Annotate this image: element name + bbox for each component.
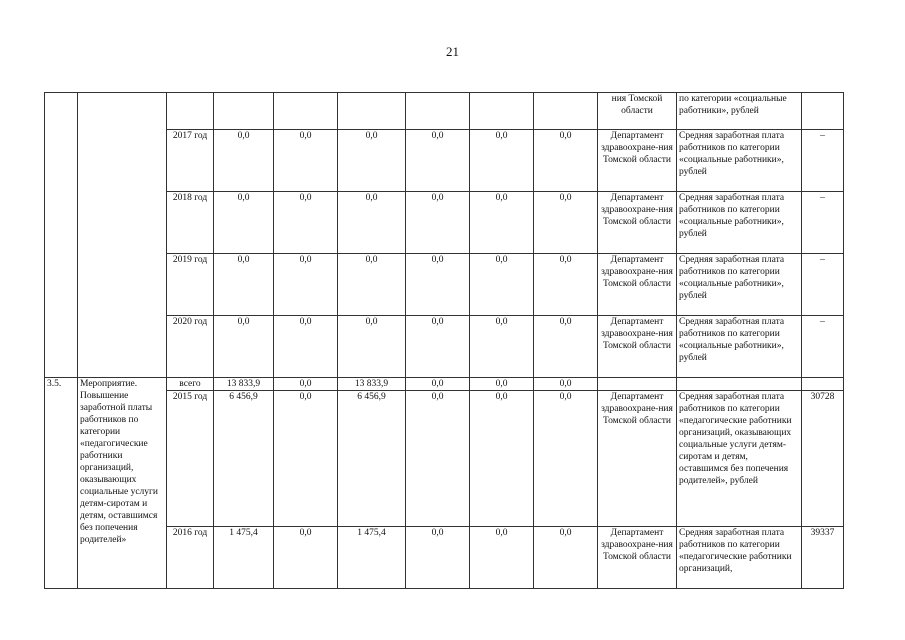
- value-cell: 0,0: [470, 391, 534, 527]
- value-cell: 0,0: [274, 254, 338, 316]
- target-cell: –: [802, 130, 844, 192]
- year-cell: 2018 год: [167, 192, 214, 254]
- value-cell: 0,0: [406, 192, 470, 254]
- value-cell: 0,0: [534, 192, 598, 254]
- value-cell: 0,0: [470, 254, 534, 316]
- target-cell: 30728: [802, 391, 844, 527]
- dept-cell: Департамент здравоохране-ния Томской области: [598, 130, 677, 192]
- budget-table: [44, 92, 844, 589]
- year-cell: 2016 год: [167, 527, 214, 589]
- empty-number-cell: [45, 93, 78, 378]
- dept-cell: Департамент здравоохране-ния Томской области: [598, 316, 677, 378]
- value-cell: 0,0: [214, 316, 274, 378]
- value-cell: 1 475,4: [338, 527, 406, 589]
- value-cell: 0,0: [338, 192, 406, 254]
- value-cell: 0,0: [406, 378, 470, 391]
- value-cell: 0,0: [406, 254, 470, 316]
- year-cell: 2019 год: [167, 254, 214, 316]
- value-cell: 0,0: [338, 316, 406, 378]
- table-row: [45, 93, 844, 130]
- value-cell: 0,0: [274, 192, 338, 254]
- target-cell: –: [802, 254, 844, 316]
- value-cell: 6 456,9: [338, 391, 406, 527]
- value-cell: 0,0: [274, 527, 338, 589]
- year-cell: 2020 год: [167, 316, 214, 378]
- dept-cell: Департамент здравоохране-ния Томской области: [598, 192, 677, 254]
- value-cell: 0,0: [214, 254, 274, 316]
- target-cell: 39337: [802, 527, 844, 589]
- value-cell: 0,0: [274, 130, 338, 192]
- measure-description: Мероприятие. Повышение заработной платы работников по категории «педагогические работники организаций, оказывающих социальные услуги детям-сиротам и детям, оставшимся без попечения родителей»: [78, 378, 167, 589]
- value-cell: 0,0: [470, 316, 534, 378]
- value-cell: 1 475,4: [214, 527, 274, 589]
- value-cell: 0,0: [470, 130, 534, 192]
- dept-cell: ния Томской области: [598, 93, 677, 130]
- value-cell: 0,0: [406, 130, 470, 192]
- value-cell: 13 833,9: [214, 378, 274, 391]
- empty-description-cell: [78, 93, 167, 378]
- value-cell: 0,0: [470, 192, 534, 254]
- year-cell: 2015 год: [167, 391, 214, 527]
- value-cell: 0,0: [274, 378, 338, 391]
- measure-number: 3.5.: [45, 378, 78, 589]
- dept-cell: Департамент здравоохране-ния Томской области: [598, 254, 677, 316]
- value-cell: 0,0: [406, 527, 470, 589]
- value-cell: 0,0: [274, 316, 338, 378]
- dept-cell: Департамент здравоохране-ния Томской области: [598, 391, 677, 527]
- value-cell: 0,0: [406, 391, 470, 527]
- table-row: [45, 378, 844, 391]
- indicator-cell: по категории «социальные работники», рублей: [677, 93, 802, 130]
- value-cell: 0,0: [338, 130, 406, 192]
- value-cell: 0,0: [534, 130, 598, 192]
- indicator-cell: Средняя заработная плата работников по категории «педагогические работники организаций, оказывающих социальные услуги детям-сиротам и детям, оставшимся без попечения родителей», рублей: [677, 391, 802, 527]
- target-cell: –: [802, 316, 844, 378]
- indicator-cell: Средняя заработная плата работников по категории «социальные работники», рублей: [677, 130, 802, 192]
- value-cell: 6 456,9: [214, 391, 274, 527]
- indicator-cell: Средняя заработная плата работников по категории «социальные работники», рублей: [677, 316, 802, 378]
- total-label: всего: [167, 378, 214, 391]
- value-cell: 0,0: [338, 254, 406, 316]
- value-cell: 0,0: [274, 391, 338, 527]
- page-number: 21: [446, 44, 459, 59]
- value-cell: 0,0: [470, 527, 534, 589]
- indicator-cell: Средняя заработная плата работников по категории «социальные работники», рублей: [677, 254, 802, 316]
- indicator-cell: Средняя заработная плата работников по категории «социальные работники», рублей: [677, 192, 802, 254]
- value-cell: 13 833,9: [338, 378, 406, 391]
- dept-cell: Департамент здравоохране-ния Томской области: [598, 527, 677, 589]
- value-cell: 0,0: [214, 130, 274, 192]
- value-cell: 0,0: [214, 192, 274, 254]
- value-cell: 0,0: [406, 316, 470, 378]
- value-cell: 0,0: [470, 378, 534, 391]
- value-cell: 0,0: [534, 378, 598, 391]
- indicator-cell: Средняя заработная плата работников по категории «педагогические работники организаций,: [677, 527, 802, 589]
- value-cell: 0,0: [534, 254, 598, 316]
- value-cell: 0,0: [534, 527, 598, 589]
- target-cell: –: [802, 192, 844, 254]
- value-cell: 0,0: [534, 391, 598, 527]
- value-cell: 0,0: [534, 316, 598, 378]
- year-cell: 2017 год: [167, 130, 214, 192]
